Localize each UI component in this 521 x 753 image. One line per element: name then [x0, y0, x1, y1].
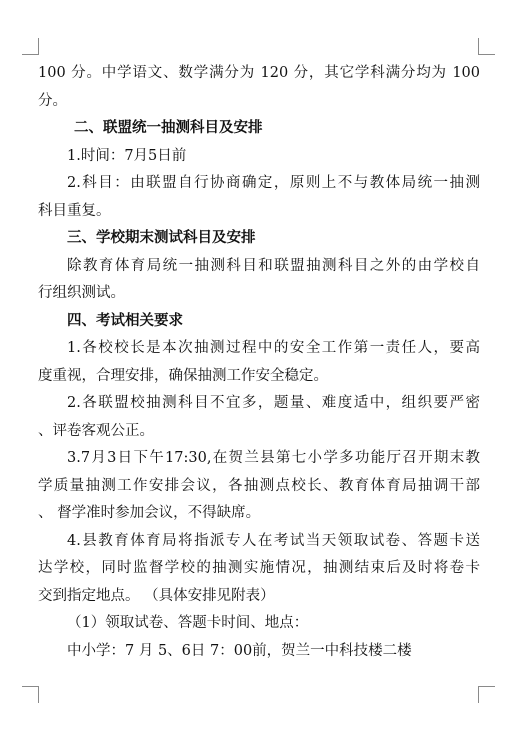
text-line: 2.科目：由联盟自行协商确定，原则上不与教体局统一抽测	[67, 175, 480, 191]
text-line: 1.时间：7月5日前	[67, 147, 187, 164]
text-line: 除教育体育局统一抽测科目和联盟抽测科目之外的由学校自	[67, 257, 480, 274]
document-body	[38, 60, 480, 665]
section-heading: 二、联盟统一抽测科目及安排	[74, 120, 263, 136]
text-line: 、评卷客观公正。	[38, 422, 154, 439]
section-heading: 四、考试相关要求	[67, 312, 183, 329]
text-line: 、 督学准时参加会议，不得缺席。	[38, 505, 261, 521]
text-line: 科目重复。	[38, 202, 111, 219]
text-line: 交到指定地点。 （具体安排见附表）	[38, 587, 275, 604]
text-line: 100 分。中学语文、数学满分为 120 分，其它学科满分均为 100	[38, 65, 480, 81]
text-line: （1）领取试卷、答题卡时间、地点：	[67, 615, 309, 631]
text-line: 分。	[38, 92, 67, 109]
text-line: 达学校，同时监督学校的抽测实施情况，抽测结束后及时将卷卡	[38, 560, 480, 576]
text-line: 3.7月3日下午17:30,在贺兰县第七小学多功能厅召开期末教	[67, 450, 480, 466]
text-line: 度重视，合理安排，确保抽测工作安全稳定。	[38, 367, 328, 384]
margin-corner-bottom-left	[22, 686, 39, 703]
text-line: 学质量抽测工作安排会议，各抽测点校长、教育体育局抽调干部	[38, 477, 480, 494]
text-line: 2.各联盟校抽测科目不宜多，题量、难度适中，组织要严密	[67, 395, 480, 411]
text-line: 行组织测试。	[38, 285, 125, 301]
section-heading: 三、学校期末测试科目及安排	[67, 230, 256, 246]
text-line: 1.各校校长是本次抽测过程中的安全工作第一责任人，要高	[67, 340, 480, 356]
margin-corner-top-right	[478, 38, 495, 55]
text-line: 中小学：7 月 5、6日 7：00前，贺兰一中科技楼二楼	[67, 642, 412, 659]
text-line: 4.县教育体育局将指派专人在考试当天领取试卷、答题卡送	[67, 532, 480, 549]
margin-corner-top-left	[22, 38, 39, 55]
margin-corner-bottom-right	[478, 686, 495, 703]
